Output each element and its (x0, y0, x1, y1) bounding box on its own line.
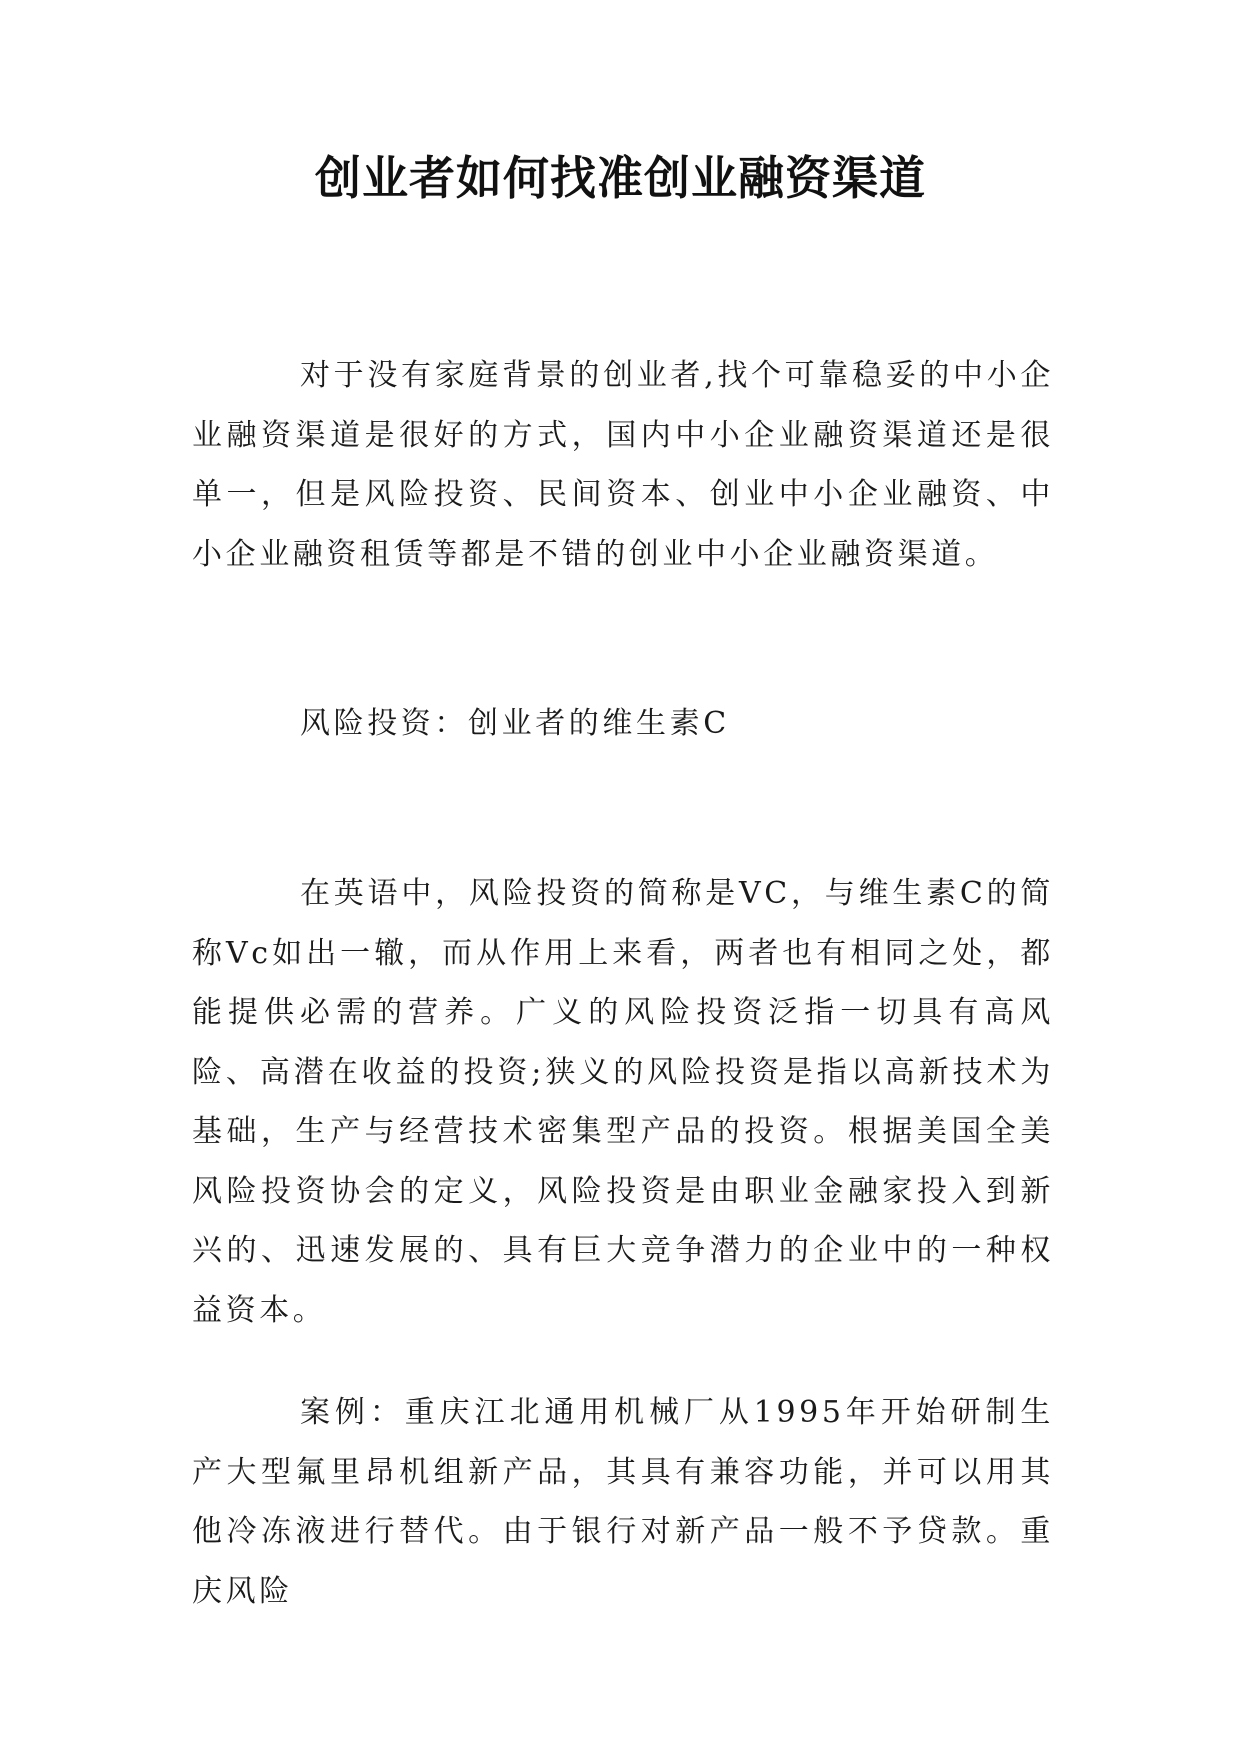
intro-paragraph: 对于没有家庭背景的创业者,找个可靠稳妥的中小企业融资渠道是很好的方式，国内中小企业融资渠道还是很单一，但是风险投资、民间资本、创业中小企业融资、中小企业融资租赁等都是不错的创业中小企业融资渠道。 (192, 358, 1054, 572)
vc-definition-paragraph: 在英语中，风险投资的简称是VC，与维生素C的简称Vc如出一辙，而从作用上来看，两者也有相同之处，都能提供必需的营养。广义的风险投资泛指一切具有高风险、高潜在收益的投资;狭义的风险投资是指以高新技术为基础，生产与经营技术密集型产品的投资。根据美国全美风险投资协会的定义，风险投资是由职业金融家投入到新兴的、迅速发展的、具有巨大竞争潜力的企业中的一种权益资本。 (192, 876, 1054, 1328)
case-study-paragraph: 案例：重庆江北通用机械厂从1995年开始研制生产大型氟里昂机组新产品，其具有兼容功能，并可以用其他冷冻液进行替代。由于银行对新产品一般不予贷款。重庆风险 (192, 1395, 1054, 1609)
section-heading-paragraph: 风险投资：创业者的维生素C (300, 706, 730, 741)
document-title: 创业者如何找准创业融资渠道 (315, 151, 926, 205)
